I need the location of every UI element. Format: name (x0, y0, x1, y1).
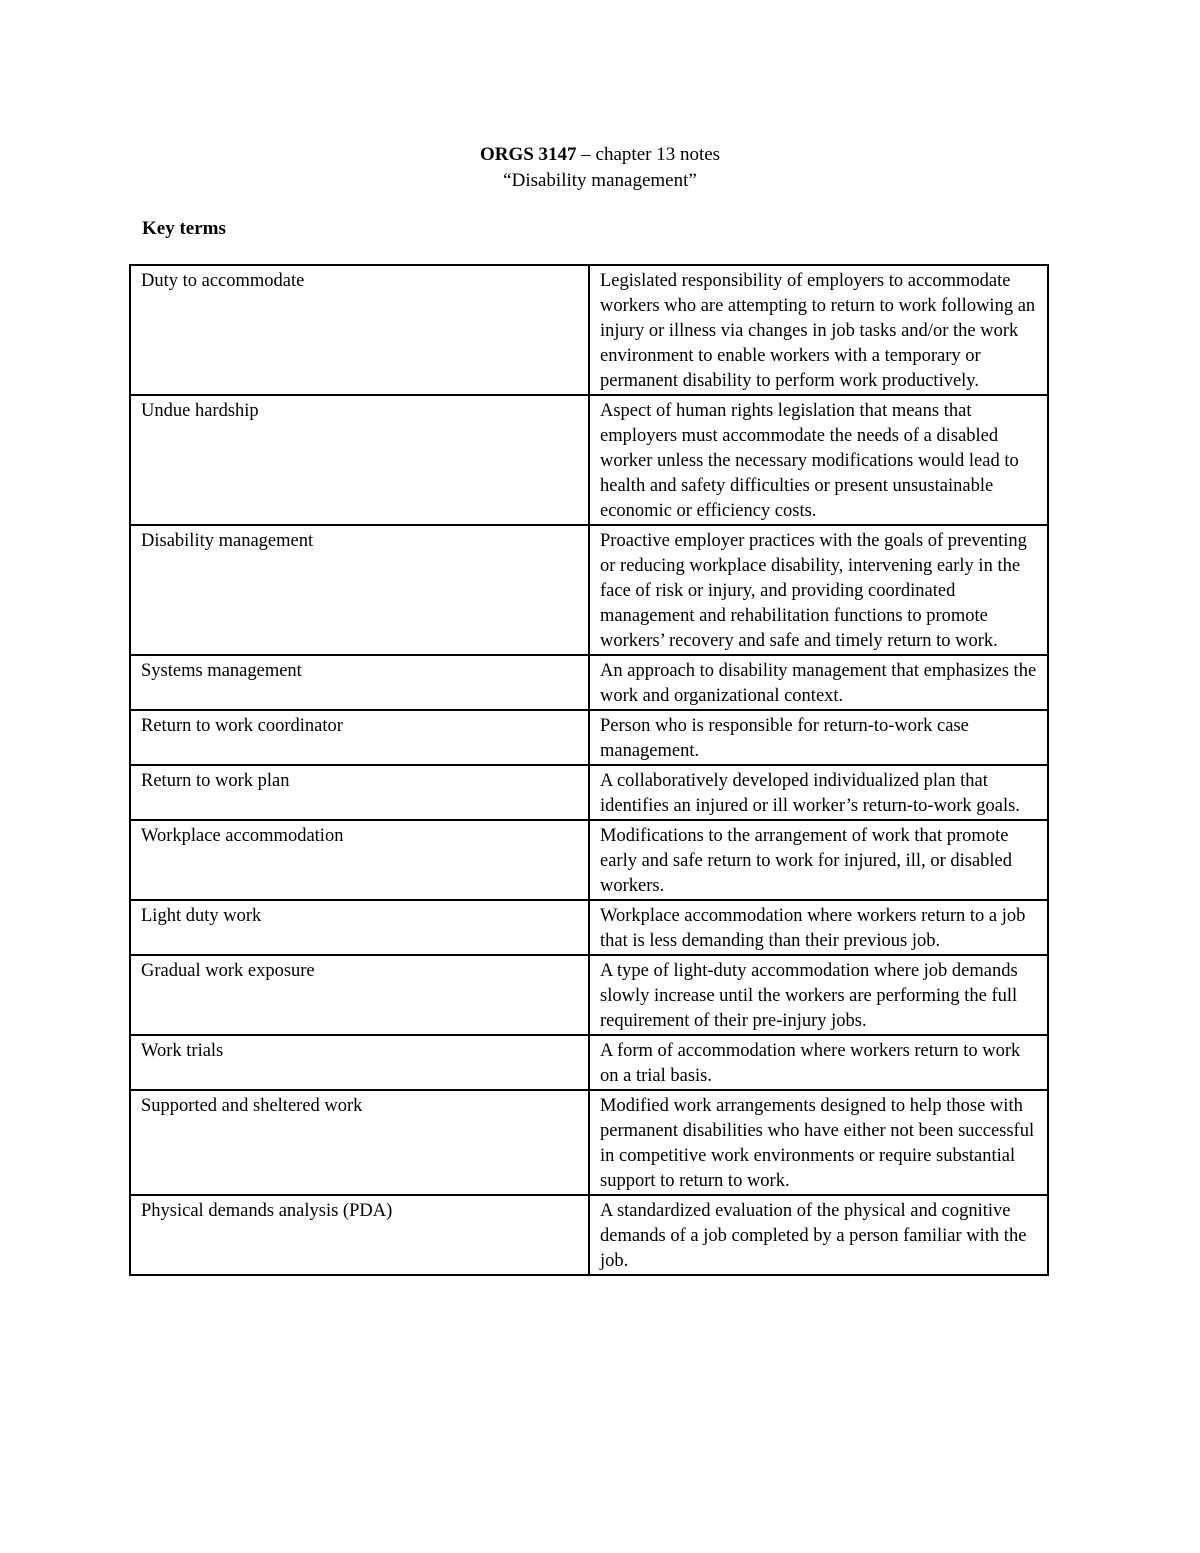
table-row (130, 1090, 1048, 1195)
chapter-label: chapter 13 notes (595, 144, 721, 165)
term-cell: Disability management (130, 525, 589, 655)
definition-cell: An approach to disability management that emphasizes the work and organizational context. (589, 655, 1048, 710)
table-row (130, 1035, 1048, 1090)
definition-cell: A type of light-duty accommodation where job demands slowly increase until the workers are performing the full requirement of their pre-injury jobs. (589, 955, 1048, 1035)
term-cell: Light duty work (130, 900, 589, 955)
term-cell: Work trials (130, 1035, 589, 1090)
section-title: Key terms (142, 218, 226, 239)
table-row (130, 395, 1048, 525)
definition-cell: Workplace accommodation where workers return to a job that is less demanding than their previous job. (589, 900, 1048, 955)
definition-cell: A collaboratively developed individualized plan that identifies an injured or ill worker’s return-to-work goals. (589, 765, 1048, 820)
table-row (130, 765, 1048, 820)
term-cell: Return to work coordinator (130, 710, 589, 765)
term-cell: Return to work plan (130, 765, 589, 820)
table-row (130, 820, 1048, 900)
table-row (130, 1195, 1048, 1275)
term-cell: Undue hardship (130, 395, 589, 525)
term-cell: Gradual work exposure (130, 955, 589, 1035)
table-row (130, 655, 1048, 710)
title-line (0, 142, 1200, 168)
term-cell: Duty to accommodate (130, 265, 589, 395)
term-cell: Workplace accommodation (130, 820, 589, 900)
definition-cell: Modified work arrangements designed to help those with permanent disabilities who have either not been successful in competitive work environments or require substantial support to return to work. (589, 1090, 1048, 1195)
definition-cell: Person who is responsible for return-to-work case management. (589, 710, 1048, 765)
table-row (130, 525, 1048, 655)
course-code: ORGS 3147 (479, 144, 577, 165)
document-subtitle: “Disability management” (503, 170, 697, 191)
table-row (130, 900, 1048, 955)
title-separator: – (576, 144, 596, 165)
definition-cell: A form of accommodation where workers return to work on a trial basis. (589, 1035, 1048, 1090)
definition-cell: Proactive employer practices with the goals of preventing or reducing workplace disability, intervening early in the face of risk or injury, and providing coordinated management and rehabilitation functions to promote workers’ recovery and safe and timely return to work. (589, 525, 1048, 655)
term-cell: Systems management (130, 655, 589, 710)
table-row (130, 955, 1048, 1035)
term-cell: Physical demands analysis (PDA) (130, 1195, 589, 1275)
term-cell: Supported and sheltered work (130, 1090, 589, 1195)
document-header (0, 142, 1200, 194)
definition-cell: Aspect of human rights legislation that means that employers must accommodate the needs of a disabled worker unless the necessary modifications would lead to health and safety difficulties or present unsustainable economic or efficiency costs. (589, 395, 1048, 525)
definition-cell: Modifications to the arrangement of work that promote early and safe return to work for injured, ill, or disabled workers. (589, 820, 1048, 900)
table-row (130, 265, 1048, 395)
definition-cell: Legislated responsibility of employers to accommodate workers who are attempting to return to work following an injury or illness via changes in job tasks and/or the work environment to enable workers with a temporary or permanent disability to perform work productively. (589, 265, 1048, 395)
key-terms-table (129, 264, 1049, 1276)
table-row (130, 710, 1048, 765)
definition-cell: A standardized evaluation of the physical and cognitive demands of a job completed by a person familiar with the job. (589, 1195, 1048, 1275)
